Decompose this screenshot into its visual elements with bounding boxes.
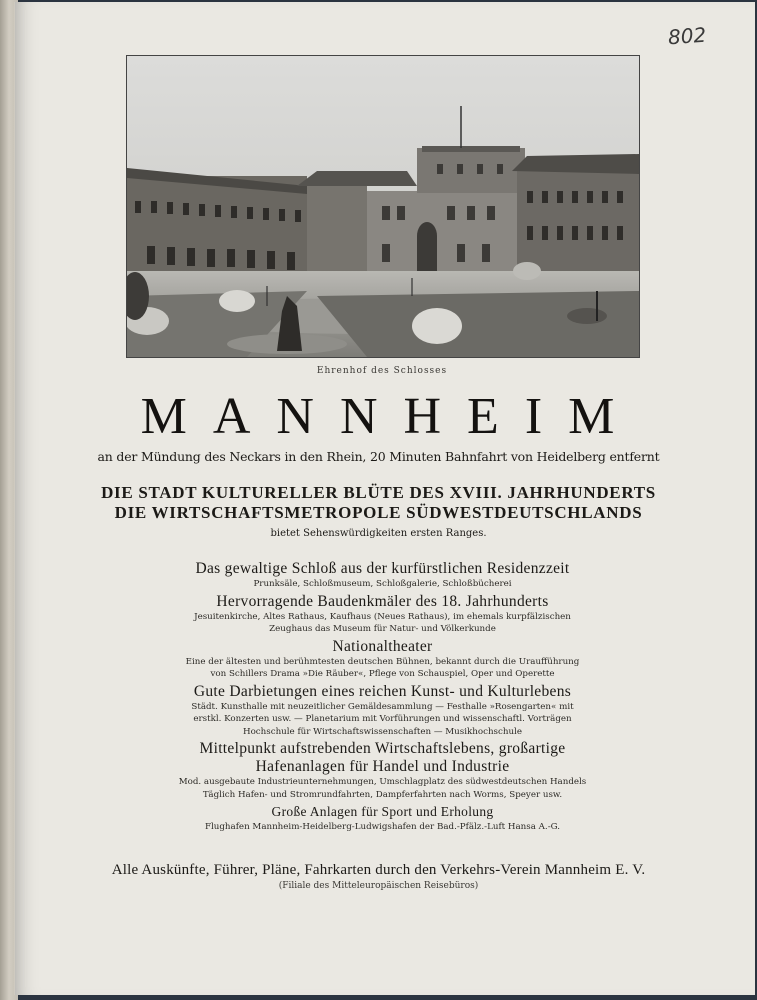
item-heading-monuments: Hervorragende Baudenkmäler des 18. Jahrhunderts <box>216 592 549 610</box>
contact-filiale: (Filiale des Mitteleuropäischen Reisebüros) <box>278 881 479 891</box>
attractions-list <box>165 558 600 836</box>
item-detail-culture-line3: Hochschule für Wirtschaftswissenschaften — Musikhochschule <box>243 726 522 737</box>
item-detail-culture-line2: erstkl. Konzerten usw. — Planetarium mit Vorführungen und wissenschaftl. Vorträgen <box>193 714 572 724</box>
item-detail-sport: Flughafen Mannheim-Heidelberg-Ludwigshafen der Bad.-Pfälz.-Luft Hansa A.-G. <box>204 822 561 832</box>
item-detail-culture-line1: Städt. Kunsthalle mit neuzeitlicher Gemäldesammlung — Festhalle »Rosengarten« mit <box>191 701 574 712</box>
headline-culture: DIE STADT KULTURELLER BLÜTE DES XVIII. JAHRHUNDERTS <box>101 483 656 502</box>
item-detail-economy-line1: Mod. ausgebaute Industrieunternehmungen, Umschlagplatz des südwestdeutschen Handels <box>178 777 587 787</box>
item-heading-culture: Gute Darbietungen eines reichen Kunst- und Kulturlebens <box>193 682 572 700</box>
item-detail-monuments-line2: Zeughaus das Museum für Natur- und Völkerkunde <box>269 624 496 634</box>
page-number: 802 <box>667 22 707 50</box>
subtitle: an der Mündung des Neckars in den Rhein, 20 Minuten Bahnfahrt von Heidelberg entfernt <box>97 449 660 464</box>
item-heading-palace: Das gewaltige Schloß aus der kurfürstlichen Residenzzeit <box>195 560 570 577</box>
item-detail-theater-line1: Eine der ältesten und berühmtesten deutschen Bühnen, bekannt durch die Uraufführung <box>185 656 580 667</box>
item-heading-theater: Nationaltheater <box>332 637 433 655</box>
contact-line: Alle Auskünfte, Führer, Pläne, Fahrkarten durch den Verkehrs-Verein Mannheim E. V. <box>111 862 646 878</box>
photo-caption: Ehrenhof des Schlosses <box>316 366 448 376</box>
item-detail-palace: Prunksäle, Schloßmuseum, Schloßgalerie, Schloßbücherei <box>253 579 512 589</box>
item-detail-economy-line2: Täglich Hafen- und Stromrundfahrten, Dampferfahrten nach Worms, Speyer usw. <box>202 789 563 800</box>
city-title: MANNHEIM <box>140 388 641 445</box>
palace-photo <box>126 55 640 358</box>
item-detail-monuments-line1: Jesuitenkirche, Altes Rathaus, Kaufhaus (Neues Rathaus), im ehemals kurpfälzischen <box>194 611 571 622</box>
headline-economy: DIE WIRTSCHAFTSMETROPOLE SÜDWESTDEUTSCHLANDS <box>114 503 643 522</box>
item-heading-economy: Mittelpunkt aufstrebenden Wirtschaftslebens, großartige Hafenanlagen für Handel und Industrie <box>199 740 566 775</box>
item-detail-theater-line2: von Schillers Drama »Die Räuber«, Pflege von Schauspiel, Oper und Operette <box>210 669 555 679</box>
item-heading-sport: Große Anlagen für Sport und Erholung <box>271 804 494 819</box>
intro-line: bietet Sehenswürdigkeiten ersten Ranges. <box>270 528 487 539</box>
